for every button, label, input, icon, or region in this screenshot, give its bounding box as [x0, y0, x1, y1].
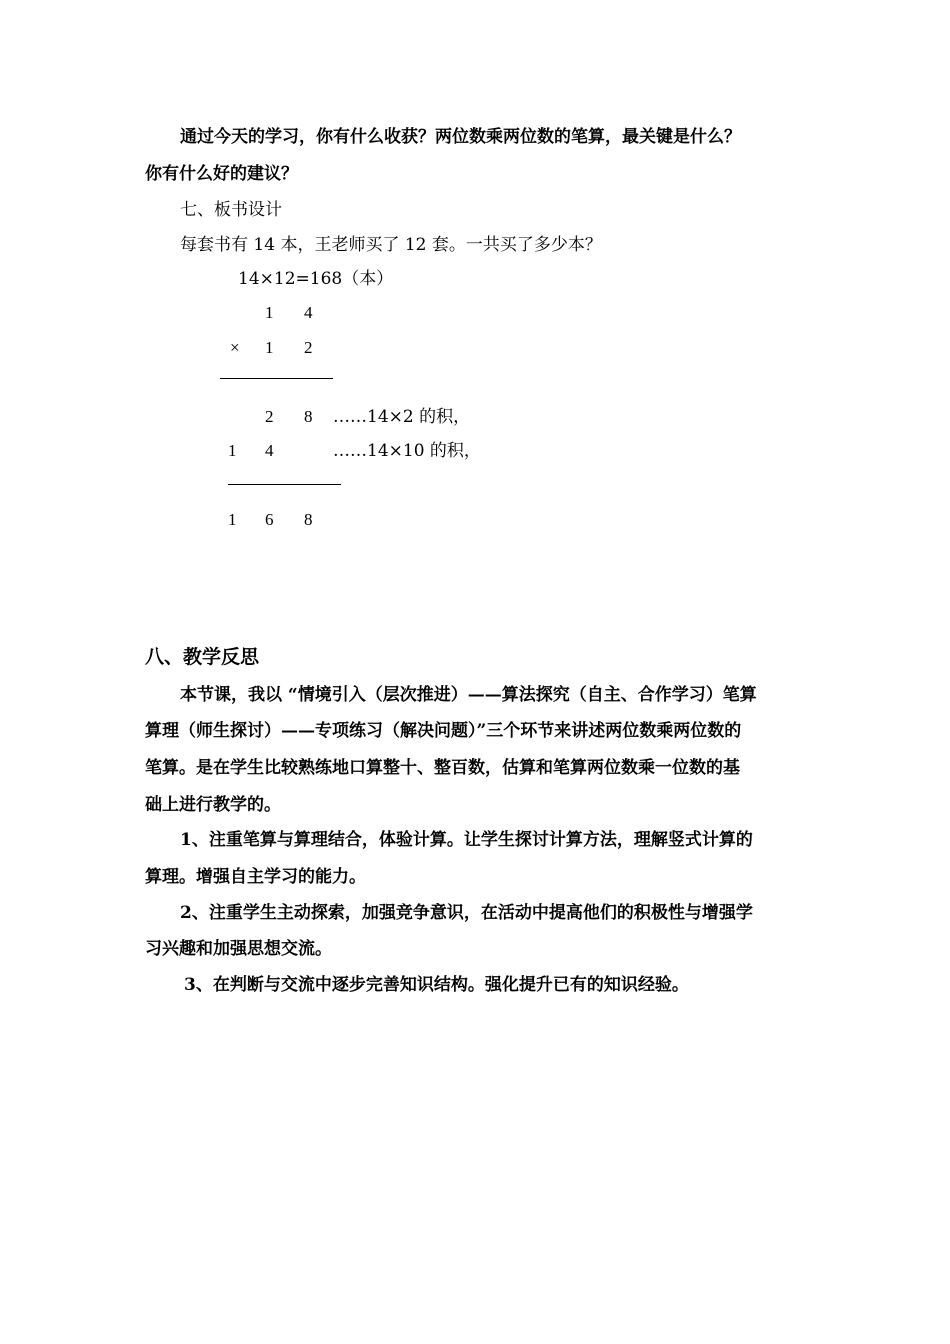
reflection-paragraph-line-1: 本节课，我以 “情境引入（层次推进）——算法探究（自主、合作学习）笔算	[180, 685, 757, 705]
multiplicand-digit-ones: 4	[304, 303, 313, 322]
partial-product-1-digit-tens: 2	[265, 407, 274, 426]
reflection-paragraph-line-3: 笔算。是在学生比较熟练地口算整十、整百数，估算和笔算两位数乘一位数的基	[145, 758, 740, 778]
reflection-point-3: 3、在判断与交流中逐步完善知识结构。强化提升已有的知识经验。	[184, 975, 689, 995]
result-digit-hundreds: 1	[228, 510, 237, 529]
board-problem-text: 每套书有 14 本，王老师买了 12 套。一共买了多少本？	[180, 235, 602, 255]
summary-question-line-1: 通过今天的学习，你有什么收获？两位数乘两位数的笔算，最关键是什么？	[180, 127, 741, 147]
result-digit-tens: 6	[265, 510, 274, 529]
result-digit-ones: 8	[304, 510, 313, 529]
reflection-paragraph-line-2: 算理（师生探讨）——专项练习（解决问题）”三个环节来讲述两位数乘两位数的	[145, 721, 742, 741]
section-7-title: 七、板书设计	[180, 200, 282, 220]
partial-product-1-digit-ones: 8	[304, 407, 313, 426]
summary-question-line-2: 你有什么好的建议？	[145, 164, 298, 184]
multiplier-digit-tens: 1	[265, 338, 274, 357]
multiplicand-digit-tens: 1	[265, 303, 274, 322]
vertical-rule-2	[228, 484, 341, 485]
board-equation: 14×12=168（本）	[238, 269, 394, 289]
vertical-rule-1	[220, 378, 333, 379]
times-sign: ×	[230, 338, 240, 357]
section-8-title: 八、教学反思	[145, 646, 260, 668]
partial-product-2-note: ……14×10 的积，	[333, 441, 481, 461]
partial-product-2-digit-hundreds: 1	[228, 441, 237, 460]
reflection-point-1-line-2: 算理。增强自主学习的能力。	[145, 867, 366, 887]
reflection-paragraph-line-4: 础上进行教学的。	[145, 795, 281, 815]
reflection-point-2-line-1: 2、注重学生主动探索，加强竞争意识，在活动中提高他们的积极性与增强学	[180, 903, 753, 923]
multiplier-digit-ones: 2	[304, 338, 313, 357]
reflection-point-1-line-1: 1、注重笔算与算理结合，体验计算。让学生探讨计算方法，理解竖式计算的	[180, 830, 753, 850]
partial-product-2-digit-tens: 4	[265, 441, 274, 460]
reflection-point-2-line-2: 习兴趣和加强思想交流。	[145, 939, 332, 959]
partial-product-1-note: ……14×2 的积，	[333, 407, 471, 427]
